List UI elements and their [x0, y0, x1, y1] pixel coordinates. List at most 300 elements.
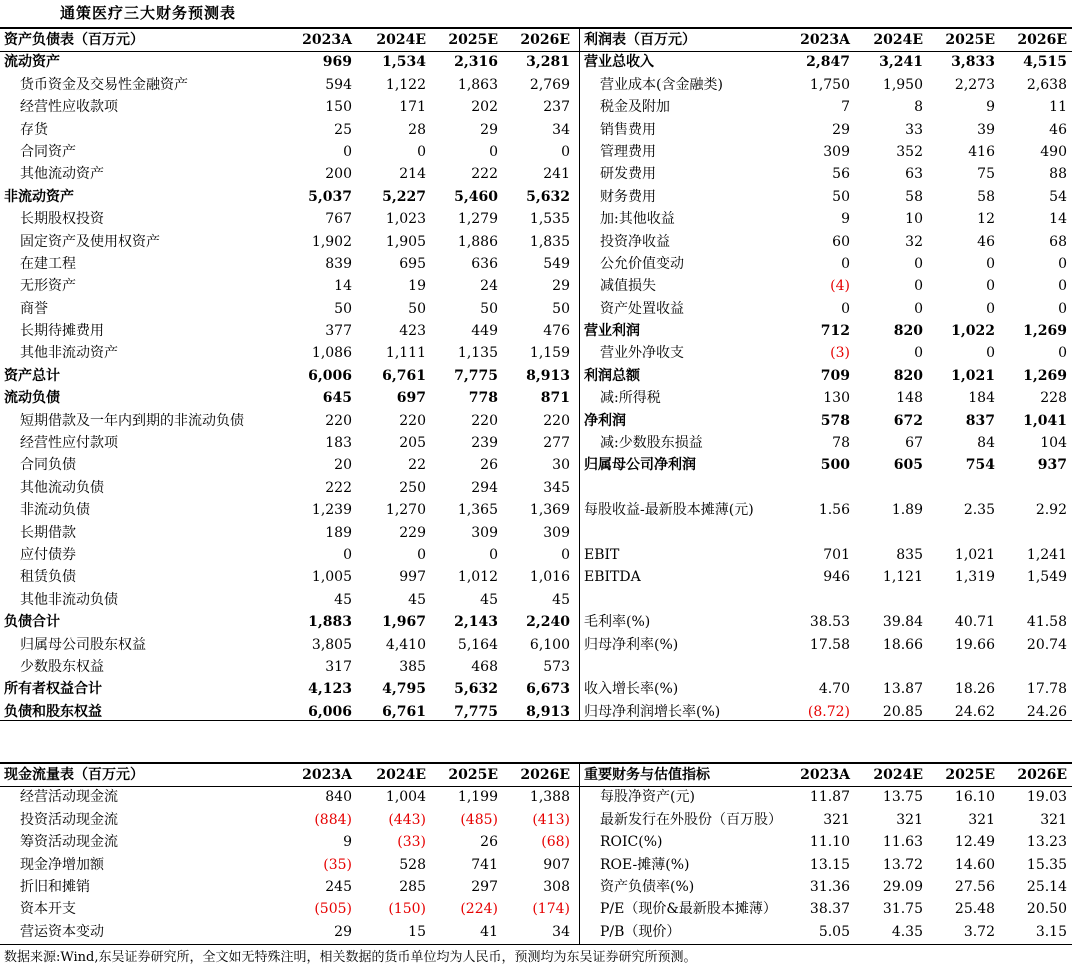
table-row [580, 921, 1072, 943]
income-header-row [580, 29, 1072, 51]
row-value: 0 [914, 278, 923, 295]
valuation-header-row [580, 764, 1072, 786]
row-value: 14 [334, 278, 352, 295]
table-row [0, 854, 578, 876]
row-value: 0 [1058, 300, 1067, 317]
row-value: 285 [399, 878, 426, 895]
table-row [0, 51, 578, 73]
row-label: 减值损失 [600, 278, 656, 295]
row-label: EBITDA [584, 569, 641, 586]
row-value: 16.10 [954, 789, 995, 806]
row-value: 837 [965, 412, 995, 429]
row-value: 741 [471, 856, 498, 873]
balance-year-header: 2024E [376, 32, 426, 48]
row-value: 2.92 [1035, 502, 1067, 519]
table-row [580, 74, 1072, 96]
table-row [0, 678, 578, 700]
table-row [580, 809, 1072, 831]
row-value: 25.48 [954, 901, 995, 918]
row-value: 38.53 [809, 614, 850, 631]
row-label: 合同资产 [20, 143, 76, 160]
row-value: 3.72 [963, 923, 995, 940]
table-row [580, 141, 1072, 163]
row-label: 固定资产及使用权资产 [20, 233, 160, 250]
table-row [0, 477, 578, 499]
row-label: 长期借款 [20, 524, 76, 541]
row-value: 1.56 [818, 502, 850, 519]
cash-flow-table [0, 764, 578, 943]
row-value: 29 [334, 923, 352, 940]
row-value: 6,006 [308, 367, 352, 384]
row-value: 0 [986, 300, 995, 317]
row-value: 30 [552, 457, 570, 474]
row-value: 3,805 [311, 636, 352, 653]
row-value: 32 [905, 233, 923, 250]
row-value: 309 [823, 143, 850, 160]
row-value: 2,638 [1026, 76, 1067, 93]
income-statement-table [580, 29, 1072, 723]
row-value: 13.23 [1026, 834, 1067, 851]
row-value: 220 [325, 412, 352, 429]
table-row [0, 119, 578, 141]
row-value: 321 [1040, 811, 1067, 828]
row-value: (35) [323, 856, 352, 873]
row-value: 277 [543, 435, 570, 452]
row-value: 0 [561, 546, 570, 563]
row-value: 695 [399, 255, 426, 272]
row-value: 8,913 [526, 703, 570, 720]
row-value: 1,750 [809, 76, 850, 93]
row-value: 39.84 [882, 614, 923, 631]
table-row [580, 656, 1072, 678]
valuation-year-header: 2023A [800, 767, 850, 783]
table-row [580, 831, 1072, 853]
row-value: 1,012 [457, 569, 498, 586]
table-row [580, 589, 1072, 611]
row-label: 利润总额 [584, 367, 640, 384]
row-label: 所有者权益合计 [4, 681, 102, 698]
row-value: 202 [471, 99, 498, 116]
row-value: 171 [399, 99, 426, 116]
table-row [580, 678, 1072, 700]
row-value: 1,005 [311, 569, 352, 586]
table-row [0, 921, 578, 943]
row-label: 其他非流动资产 [20, 345, 118, 362]
row-label: 营业外净收支 [600, 345, 684, 362]
row-value: 12.49 [954, 834, 995, 851]
row-value: 0 [914, 300, 923, 317]
row-value: 2,769 [529, 76, 570, 93]
row-label: 销售费用 [600, 121, 656, 138]
row-value: 0 [1058, 278, 1067, 295]
row-value: 1.89 [891, 502, 923, 519]
row-value: (8.72) [807, 703, 850, 720]
row-label: 减:少数股东损益 [600, 435, 703, 452]
row-label: 在建工程 [20, 255, 76, 272]
row-value: 67 [905, 435, 923, 452]
row-value: 1,902 [311, 233, 352, 250]
row-label: 长期待摊费用 [20, 323, 104, 340]
row-value: 1,369 [529, 502, 570, 519]
balance-sheet-table [0, 29, 578, 723]
row-label: 短期借款及一年内到期的非流动负债 [20, 412, 244, 429]
row-value: 1,159 [529, 345, 570, 362]
row-label: 经营性应付款项 [20, 435, 118, 452]
table-row [580, 611, 1072, 633]
row-label: 收入增长率(%) [584, 681, 679, 698]
row-value: 19.66 [954, 636, 995, 653]
row-value: 222 [325, 479, 352, 496]
row-value: 2,240 [526, 614, 570, 631]
row-label: 归属母公司净利润 [584, 457, 696, 474]
row-value: 321 [968, 811, 995, 828]
row-value: 15.35 [1026, 856, 1067, 873]
row-value: 528 [399, 856, 426, 873]
table-row [580, 163, 1072, 185]
row-value: 31.75 [882, 901, 923, 918]
row-value: 5,632 [526, 188, 570, 205]
row-value: 4,515 [1023, 54, 1067, 71]
row-value: 45 [480, 591, 498, 608]
row-value: 1,535 [529, 211, 570, 228]
row-value: 1,004 [385, 789, 426, 806]
row-value: (174) [532, 901, 570, 918]
row-value: 1,269 [1023, 323, 1067, 340]
table-row [0, 656, 578, 678]
row-value: 321 [823, 811, 850, 828]
table-row [0, 410, 578, 432]
table-row [580, 275, 1072, 297]
row-value: 9 [841, 211, 850, 228]
row-value: 9 [343, 834, 352, 851]
table-row [580, 454, 1072, 476]
row-value: (413) [532, 811, 570, 828]
table-row [580, 387, 1072, 409]
row-value: 871 [540, 390, 570, 407]
row-label: 加:其他收益 [600, 211, 675, 228]
row-label: P/E（现价&最新股本摊薄） [600, 901, 777, 918]
row-value: 0 [1058, 255, 1067, 272]
row-value: 19 [408, 278, 426, 295]
table-row [0, 298, 578, 320]
row-value: 0 [1058, 345, 1067, 362]
row-value: 150 [325, 99, 352, 116]
table-row [0, 809, 578, 831]
row-value: 5,227 [382, 188, 426, 205]
row-label: 公允价值变动 [600, 255, 684, 272]
table-row [0, 163, 578, 185]
row-value: 18.26 [954, 681, 995, 698]
row-value: 220 [471, 412, 498, 429]
row-value: 1,388 [529, 789, 570, 806]
row-label: 经营活动现金流 [20, 789, 118, 806]
row-value: 697 [396, 390, 426, 407]
row-value: 5.05 [818, 923, 850, 940]
row-value: 0 [343, 143, 352, 160]
table-row [0, 611, 578, 633]
row-value: 237 [543, 99, 570, 116]
row-value: 297 [471, 878, 498, 895]
row-value: 46 [977, 233, 995, 250]
table-row [580, 544, 1072, 566]
row-label: 营运资本变动 [20, 923, 104, 940]
row-value: 148 [896, 390, 923, 407]
row-value: 1,023 [385, 211, 426, 228]
row-label: 长期股权投资 [20, 211, 104, 228]
row-value: 41 [480, 923, 498, 940]
row-value: 468 [471, 658, 498, 675]
row-label: 负债和股东权益 [4, 703, 102, 720]
table-row [0, 253, 578, 275]
table-row [0, 499, 578, 521]
row-value: 58 [905, 188, 923, 205]
row-value: 17.58 [809, 636, 850, 653]
row-value: 500 [820, 457, 850, 474]
row-value: 7,775 [454, 703, 498, 720]
row-value: 11.10 [809, 834, 850, 851]
row-label: 资本开支 [20, 901, 76, 918]
row-value: 1,549 [1026, 569, 1067, 586]
row-value: 997 [399, 569, 426, 586]
row-value: 25.14 [1026, 878, 1067, 895]
row-value: 645 [322, 390, 352, 407]
row-label: 归母净利率(%) [584, 636, 679, 653]
row-value: 12 [977, 211, 995, 228]
income-header-label: 利润表（百万元） [584, 32, 696, 48]
row-value: 33 [905, 121, 923, 138]
row-label: P/B（现价） [600, 923, 681, 940]
row-value: 2,273 [954, 76, 995, 93]
row-label: 营业成本(含金融类) [600, 76, 723, 93]
row-value: 1,269 [1023, 367, 1067, 384]
table-row [580, 342, 1072, 364]
row-value: 423 [399, 323, 426, 340]
row-value: 50 [832, 188, 850, 205]
row-value: 241 [543, 166, 570, 183]
row-label: 少数股东权益 [20, 658, 104, 675]
row-value: (485) [460, 811, 498, 828]
row-value: 13.87 [882, 681, 923, 698]
row-value: 2,143 [454, 614, 498, 631]
row-value: 0 [417, 546, 426, 563]
row-value: 1,135 [457, 345, 498, 362]
row-value: 5,460 [454, 188, 498, 205]
row-label: 非流动资产 [4, 188, 74, 205]
row-value: 46 [1049, 121, 1067, 138]
row-label: 租赁负债 [20, 569, 76, 586]
row-value: 29 [832, 121, 850, 138]
table-row [0, 634, 578, 656]
row-value: 767 [325, 211, 352, 228]
table-row [0, 365, 578, 387]
table-row [0, 786, 578, 808]
row-value: 3,241 [879, 54, 923, 71]
row-value: 8 [914, 99, 923, 116]
row-value: 130 [823, 390, 850, 407]
row-value: 38.37 [809, 901, 850, 918]
row-value: 14 [1049, 211, 1067, 228]
table-row [0, 141, 578, 163]
row-value: (33) [397, 834, 426, 851]
table-row [580, 186, 1072, 208]
row-label: 减:所得税 [600, 390, 661, 407]
row-value: 40.71 [954, 614, 995, 631]
row-value: 352 [896, 143, 923, 160]
row-value: 1,967 [382, 614, 426, 631]
row-label: 商誉 [20, 300, 48, 317]
row-value: 11.87 [809, 789, 850, 806]
row-value: 13.72 [882, 856, 923, 873]
row-value: 778 [468, 390, 498, 407]
row-label: 投资活动现金流 [20, 811, 118, 828]
row-label: 无形资产 [20, 278, 76, 295]
page-title: 通策医疗三大财务预测表 [60, 4, 237, 22]
row-value: 2.35 [963, 502, 995, 519]
row-value: 60 [832, 233, 850, 250]
row-value: 183 [325, 435, 352, 452]
row-value: 1,021 [954, 546, 995, 563]
valuation-year-header: 2025E [945, 767, 995, 783]
row-value: 1,365 [457, 502, 498, 519]
table-row [580, 410, 1072, 432]
row-value: 22 [408, 457, 426, 474]
valuation-header-label: 重要财务与估值指标 [584, 767, 710, 783]
row-label: 其他流动资产 [20, 166, 104, 183]
table-row [0, 454, 578, 476]
row-value: 1,086 [311, 345, 352, 362]
table-row [580, 96, 1072, 118]
row-label: 流动资产 [4, 54, 60, 71]
row-value: 6,761 [382, 703, 426, 720]
income-year-header: 2025E [945, 32, 995, 48]
row-value: 239 [471, 435, 498, 452]
row-value: 41.58 [1026, 614, 1067, 631]
row-value: 1,319 [954, 569, 995, 586]
row-value: 50 [552, 300, 570, 317]
row-label: 最新发行在外股份（百万股） [600, 811, 782, 828]
row-value: 4.70 [818, 681, 850, 698]
row-label: 资产处置收益 [600, 300, 684, 317]
row-label: 税金及附加 [600, 99, 670, 116]
row-value: 1,905 [385, 233, 426, 250]
row-value: 2,847 [806, 54, 850, 71]
row-value: 20.85 [882, 703, 923, 720]
table-row [0, 74, 578, 96]
table-row [580, 432, 1072, 454]
row-label: 资产总计 [4, 367, 60, 384]
row-value: 24.62 [954, 703, 995, 720]
row-value: 10 [905, 211, 923, 228]
table-row [0, 96, 578, 118]
row-value: 840 [325, 789, 352, 806]
table-row [0, 831, 578, 853]
table-row [580, 320, 1072, 342]
table-row [580, 634, 1072, 656]
row-value: 1,239 [311, 502, 352, 519]
table-row [580, 208, 1072, 230]
row-value: 34 [552, 121, 570, 138]
row-value: 636 [471, 255, 498, 272]
table-row [0, 898, 578, 920]
table-row [0, 387, 578, 409]
row-value: 1,863 [457, 76, 498, 93]
row-value: 6,761 [382, 367, 426, 384]
row-value: (443) [388, 811, 426, 828]
row-value: 228 [1040, 390, 1067, 407]
row-value: 39 [977, 121, 995, 138]
table-row [0, 208, 578, 230]
row-value: 345 [543, 479, 570, 496]
cashflow-header-label: 现金流量表（百万元） [4, 767, 144, 783]
row-value: 25 [334, 121, 352, 138]
row-label: 每股净资产(元) [600, 789, 695, 806]
row-value: 476 [543, 323, 570, 340]
table-row [0, 432, 578, 454]
row-value: 701 [823, 546, 850, 563]
row-value: (4) [830, 278, 850, 295]
row-value: 385 [399, 658, 426, 675]
table-row [580, 51, 1072, 73]
row-value: 820 [893, 323, 923, 340]
row-label: ROE-摊薄(%) [600, 856, 690, 873]
table-row [580, 231, 1072, 253]
row-value: (224) [460, 901, 498, 918]
row-label: 归母净利润增长率(%) [584, 703, 721, 720]
row-value: 449 [471, 323, 498, 340]
table-row [0, 876, 578, 898]
row-value: 1,022 [951, 323, 995, 340]
row-label: 财务费用 [600, 188, 656, 205]
row-label: 应付债券 [20, 546, 76, 563]
income-year-header: 2023A [800, 32, 850, 48]
row-value: 2,316 [454, 54, 498, 71]
table-row [0, 342, 578, 364]
row-value: 4,123 [308, 681, 352, 698]
row-value: 8,913 [526, 367, 570, 384]
row-value: 15 [408, 923, 426, 940]
row-value: 19.03 [1026, 789, 1067, 806]
row-label: 折旧和摊销 [20, 878, 90, 895]
cashflow-year-header: 2025E [448, 767, 498, 783]
row-value: 1,270 [385, 502, 426, 519]
row-value: 78 [832, 435, 850, 452]
row-value: 1,883 [308, 614, 352, 631]
valuation-year-header: 2024E [873, 767, 923, 783]
row-value: 17.78 [1026, 681, 1067, 698]
table-row [0, 186, 578, 208]
row-value: 245 [325, 878, 352, 895]
row-value: 58 [977, 188, 995, 205]
row-value: 5,164 [457, 636, 498, 653]
row-label: 研发费用 [600, 166, 656, 183]
cashflow-header-row [0, 764, 578, 786]
row-value: 250 [399, 479, 426, 496]
table-row [0, 275, 578, 297]
row-label: 流动负债 [4, 390, 60, 407]
row-value: 1,241 [1026, 546, 1067, 563]
row-value: 0 [343, 546, 352, 563]
row-value: 969 [322, 54, 352, 71]
cashflow-year-header: 2024E [376, 767, 426, 783]
row-value: 1,835 [529, 233, 570, 250]
row-value: 45 [334, 591, 352, 608]
row-value: 29.09 [882, 878, 923, 895]
cashflow-year-header: 2026E [520, 767, 570, 783]
row-label: 投资净收益 [600, 233, 670, 250]
row-value: 1,021 [951, 367, 995, 384]
row-label: 非流动负债 [20, 502, 90, 519]
cashflow-year-header: 2023A [302, 767, 352, 783]
